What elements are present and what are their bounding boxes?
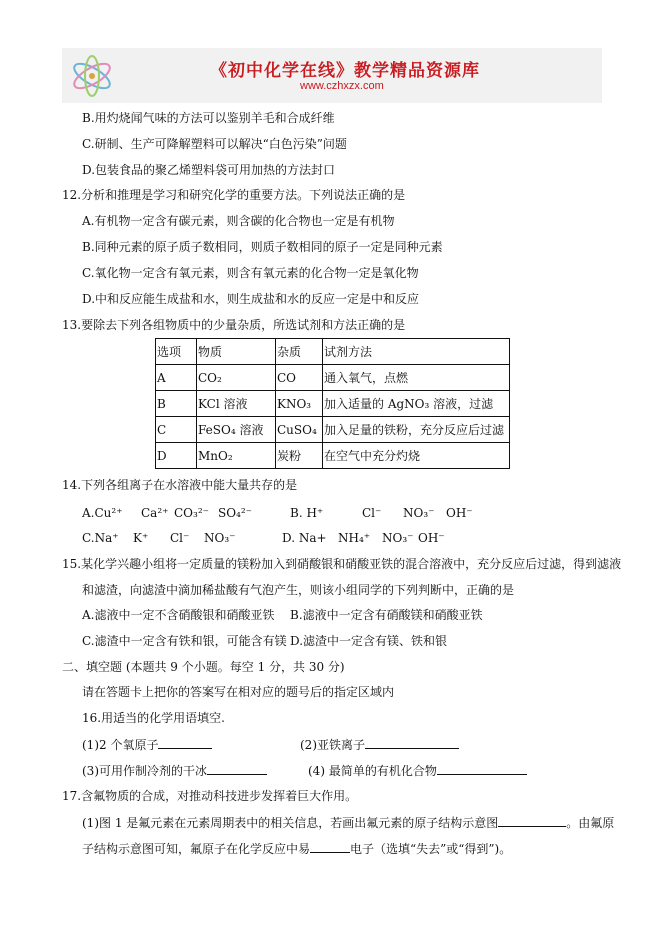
q15-stem: 15.某化学兴趣小组将一定质量的镁粉加入到硝酸银和硝酸亚铁的混合溶液中，充分反应后过滤，得到滤液	[62, 557, 622, 571]
table-header: 物质	[197, 339, 276, 365]
q15-stem-cont: 和滤渣，向滤渣中滴加稀盐酸有气泡产生，则该小组同学的下列判断中，正确的是	[82, 583, 515, 597]
text: 电子（选填“失去”或“得到”)。	[350, 842, 512, 856]
table-row	[156, 391, 510, 417]
table-row	[156, 417, 510, 443]
q15-option-c: C.滤渣中一定含有铁和银，可能含有镁	[82, 634, 287, 648]
table-header: 选项	[156, 339, 197, 365]
answer-blank[interactable]	[365, 736, 459, 749]
section-title: 二、填空题 (本题共 9 个小题。每空 1 分，共 30 分)	[62, 660, 345, 674]
q15-option-d: D.滤渣中一定含有镁、铁和银	[290, 634, 448, 648]
table-cell: 炭粉	[276, 443, 323, 469]
table-header: 试剂方法	[323, 339, 510, 365]
ion: OH⁻	[446, 506, 473, 520]
ion: Ca²⁺	[141, 506, 169, 520]
ion: OH⁻	[418, 531, 445, 545]
text: 子结构示意图可知，氟原子在化学反应中易	[82, 842, 311, 856]
table-row	[156, 365, 510, 391]
ion: B. H⁺	[290, 506, 324, 520]
q17-part1-cont	[82, 840, 511, 857]
answer-blank[interactable]	[310, 840, 350, 853]
table-cell: 通入氧气，点燃	[323, 365, 510, 391]
answer-blank[interactable]	[158, 736, 212, 749]
table-cell: 加入适量的 AgNO₃ 溶液，过滤	[323, 391, 510, 417]
header-title: 《初中化学在线》教学精品资源库	[210, 61, 480, 81]
ion: NO₃⁻	[204, 531, 236, 545]
q13-stem: 13.要除去下列各组物质中的少量杂质，所选试剂和方法正确的是	[62, 318, 406, 332]
table-cell: 在空气中充分灼烧	[323, 443, 510, 469]
ion: NO₃⁻	[403, 506, 435, 520]
table-cell: MnO₂	[197, 443, 276, 469]
logo-icon	[68, 54, 116, 98]
q11-option-d: D.包装食品的聚乙烯塑料袋可用加热的方法封口	[82, 163, 336, 177]
table-cell: B	[156, 391, 197, 417]
table-cell: CO	[276, 365, 323, 391]
item-label: (4) 最简单的有机化合物	[308, 764, 437, 778]
ion: SO₄²⁻	[218, 506, 253, 520]
table-cell: CuSO₄	[276, 417, 323, 443]
table-cell: KNO₃	[276, 391, 323, 417]
table-cell: C	[156, 417, 197, 443]
ion: NH₄⁺	[338, 531, 371, 545]
q16-item-4	[308, 762, 527, 779]
item-label: (2)亚铁离子	[300, 738, 365, 752]
q17-part1	[82, 814, 614, 831]
table-row	[156, 443, 510, 469]
q12-option-b: B.同种元素的原子质子数相同，则质子数相同的原子一定是同种元素	[82, 240, 443, 254]
item-label: (3)可用作制冷剂的干冰	[82, 764, 207, 778]
table-cell: 加入足量的铁粉，充分反应后过滤	[323, 417, 510, 443]
q12-option-a: A.有机物一定含有碳元素，则含碳的化合物也一定是有机物	[82, 214, 395, 228]
q11-option-b: B.用灼烧闻气味的方法可以鉴别羊毛和合成纤维	[82, 111, 335, 125]
q11-option-c: C.研制、生产可降解塑料可以解决“白色污染”问题	[82, 137, 347, 151]
table-cell: D	[156, 443, 197, 469]
table-cell: CO₂	[197, 365, 276, 391]
table-header: 杂质	[276, 339, 323, 365]
q15-option-b: B.滤液中一定含有硝酸镁和硝酸亚铁	[290, 608, 483, 622]
ion: D. Na+	[282, 531, 327, 545]
ion: Cl⁻	[362, 506, 382, 520]
q12-stem: 12.分析和推理是学习和研究化学的重要方法。下列说法正确的是	[62, 188, 406, 202]
ion: K⁺	[133, 531, 149, 545]
table-header-row	[156, 339, 510, 365]
text: (1)图 1 是氟元素在元素周期表中的相关信息，若画出氟元素的原子结构示意图	[82, 816, 499, 830]
q13-table	[155, 338, 510, 469]
ion: A.Cu²⁺	[82, 506, 123, 520]
q15-option-a: A.滤液中一定不含硝酸银和硝酸亚铁	[82, 608, 275, 622]
table-cell: KCl 溶液	[197, 391, 276, 417]
q17-stem: 17.含氟物质的合成，对推动科技进步发挥着巨大作用。	[62, 789, 358, 803]
header-url: www.czhxzx.com	[300, 80, 384, 92]
q16-item-3	[82, 762, 267, 779]
table-cell: FeSO₄ 溶液	[197, 417, 276, 443]
ion: NO₃⁻	[382, 531, 414, 545]
text: 。由氟原	[566, 816, 615, 830]
q16-item-1	[82, 736, 212, 753]
q14-stem: 14.下列各组离子在水溶液中能大量共存的是	[62, 478, 298, 492]
answer-blank[interactable]	[498, 814, 566, 827]
table-cell: A	[156, 365, 197, 391]
q16-stem: 16.用适当的化学用语填空.	[82, 711, 225, 725]
q12-option-d: D.中和反应能生成盐和水，则生成盐和水的反应一定是中和反应	[82, 292, 420, 306]
section-note: 请在答题卡上把你的答案写在相对应的题号后的指定区域内	[82, 685, 395, 699]
answer-blank[interactable]	[207, 762, 267, 775]
q16-item-2	[300, 736, 459, 753]
header-banner	[62, 48, 602, 103]
ion: C.Na⁺	[82, 531, 119, 545]
q12-option-c: C.氧化物一定含有氧元素，则含有氧元素的化合物一定是氧化物	[82, 266, 419, 280]
item-label: (1)2 个氧原子	[82, 738, 159, 752]
ion: Cl⁻	[170, 531, 190, 545]
answer-blank[interactable]	[437, 762, 527, 775]
ion: CO₃²⁻	[174, 506, 209, 520]
